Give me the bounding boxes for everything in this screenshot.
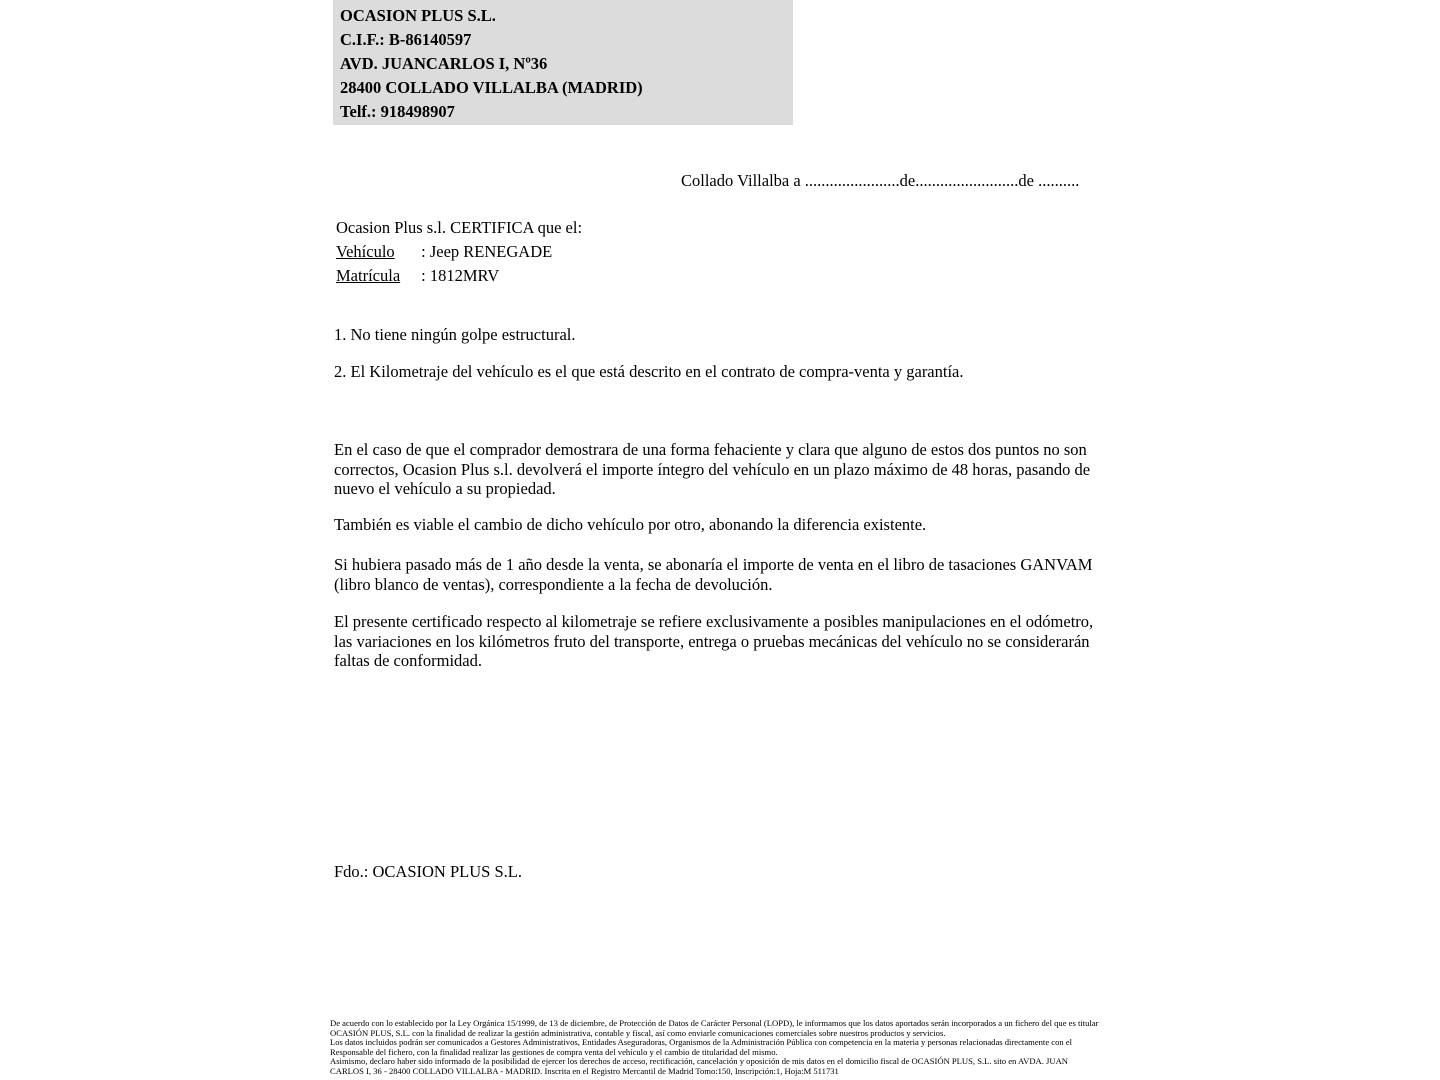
body-paragraph-ganvam: Si hubiera pasado más de 1 año desde la venta, se abonaría el importe de venta en el libro de tasaciones GANVAM (libro blanco de ventas), correspondiente a la fecha de devolución.	[334, 555, 1093, 594]
footer-line-4: Responsable del fichero, con la finalidad realizar las gestiones de compra venta del vehículo y el cambio de titularidad del mismo.	[330, 1046, 778, 1057]
footer-line-1: De acuerdo con lo establecido por la Ley Orgánica 15/1999, de 13 de diciembre, de Protección de Datos de Carácter Personal (LOPD), le informamos que los datos aportados serán incorporados a un fichero del que es titular	[330, 1018, 1099, 1028]
legal-footer	[330, 1019, 1120, 1077]
certify-point-2: 2. El Kilometraje del vehículo es el que está descrito en el contrato de compra-venta y garantía.	[334, 362, 964, 381]
vehicle-label: Vehículo	[336, 242, 395, 261]
footer-line-5: Asimismo, declaro haber sido informado de la posibilidad de ejercer los derechos de acceso, rectificación, cancelación y oposición de mis datos en el domicilio fiscal de OCASIÓN PLUS, S.L. sito en AVDA. JUAN	[330, 1056, 1069, 1067]
footer-line-2: OCASIÓN PLUS, S.L. con la finalidad de realizar la gestión administrativa, contable y fiscal, así como enviarle comunicaciones comerciales sobre nuestros productos y servicios.	[330, 1027, 946, 1038]
date-line: Collado Villalba a .......................de.........................de ..........	[681, 171, 1080, 190]
footer-line-6: CARLOS I, 36 - 28400 COLLADO VILLALBA - MADRID. Inscrita en el Registro Mercantil de Madrid Tomo:150, Inscripción:1, Hoja:M 511731	[330, 1065, 839, 1076]
plate-label-wrap	[336, 264, 417, 288]
footer-line-3: Los datos incluidos podrán ser comunicados a Gestores Administrativos, Entidades Aseguradoras, Organismos de la Administración Pública con competencia en la materia y personas relacionadas directamente con el	[330, 1037, 1073, 1048]
plate-value: : 1812MRV	[417, 266, 500, 285]
certify-intro: Ocasion Plus s.l. CERTIFICA que el:	[336, 218, 583, 237]
body-paragraph-exchange: También es viable el cambio de dicho vehículo por otro, abonando la diferencia existente.	[334, 515, 927, 534]
company-cif: C.I.F.: B-86140597	[340, 30, 472, 49]
vehicle-row	[336, 240, 582, 264]
certify-block	[336, 216, 582, 288]
certify-point-1: 1. No tiene ningún golpe estructural.	[334, 325, 576, 344]
vehicle-label-wrap	[336, 240, 417, 264]
vehicle-value: : Jeep RENEGADE	[417, 242, 553, 261]
signature-line: Fdo.: OCASION PLUS S.L.	[334, 862, 522, 881]
plate-label: Matrícula	[336, 266, 401, 285]
body-paragraph-refund: En el caso de que el comprador demostrara de una forma fehaciente y clara que alguno de estos dos puntos no son correctos, Ocasion Plus s.l. devolverá el importe íntegro del vehículo en un plazo máximo de 48 horas, pasando de nuevo el vehículo a su propiedad.	[334, 440, 1091, 498]
plate-row	[336, 264, 582, 288]
company-city: 28400 COLLADO VILLALBA (MADRID)	[340, 78, 643, 97]
company-address: AVD. JUANCARLOS I, Nº36	[340, 54, 548, 73]
company-name: OCASION PLUS S.L.	[340, 6, 496, 25]
company-header-block	[333, 0, 793, 125]
company-phone: Telf.: 918498907	[340, 102, 455, 121]
body-paragraph-odometer: El presente certificado respecto al kilometraje se refiere exclusivamente a posibles manipulaciones en el odómetro, las variaciones en los kilómetros fruto del transporte, entrega o pruebas mecánicas del vehículo no se considerarán faltas de conformidad.	[334, 612, 1094, 670]
